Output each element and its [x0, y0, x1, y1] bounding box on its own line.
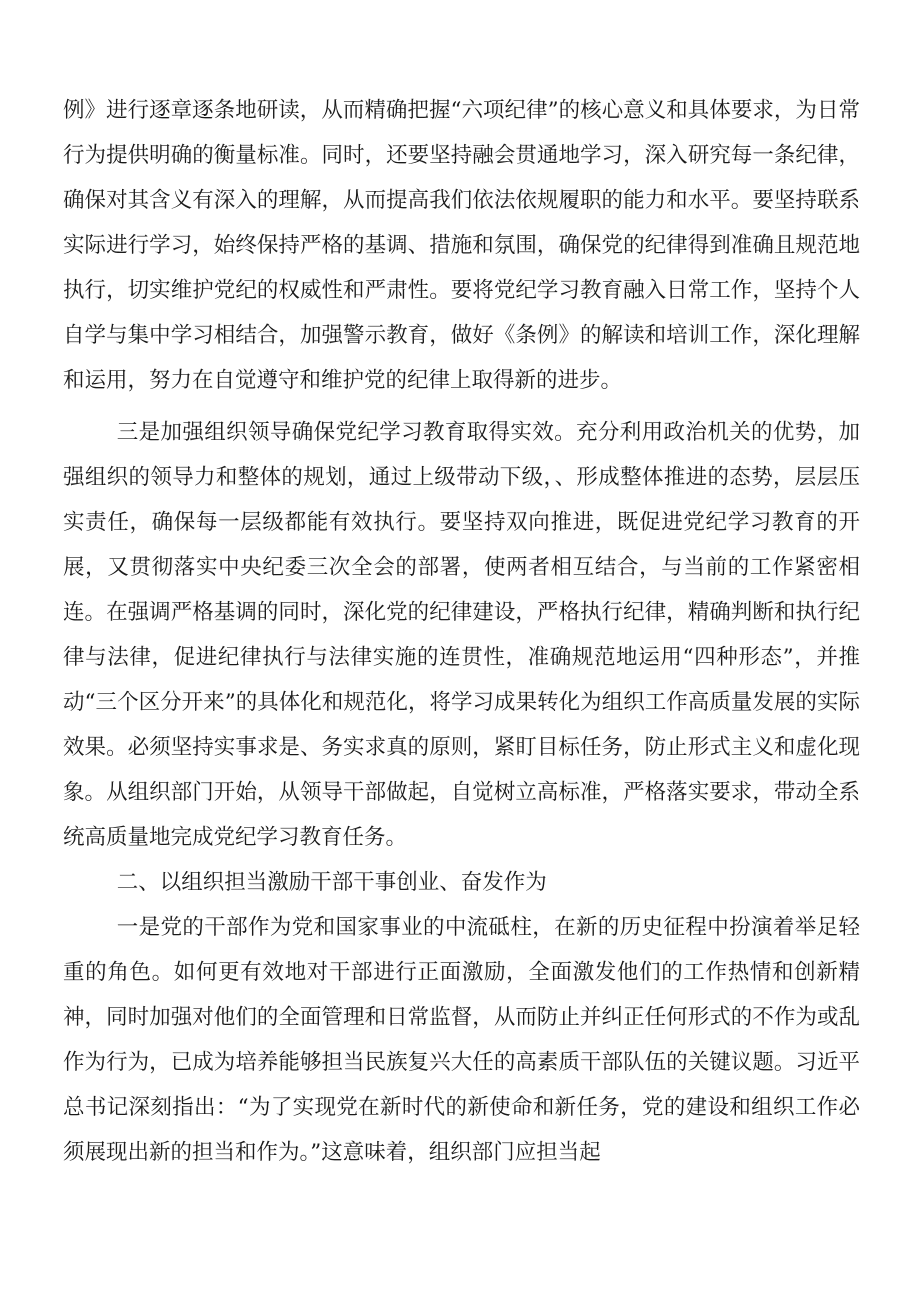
paragraph-point-one: 一是党的干部作为党和国家事业的中流砥柱，在新的历史征程中扮演着举足轻重的角色。如何更有效地对干部进行正面激励，全面激发他们的工作热情和创新精神，同时加强对他们的全面管理和日常监督，从而防止并纠正任何形式的不作为或乱作为行为，已成为培养能够担当民族复兴大任的高素质干部队伍的关键议题。习近平总书记深刻指出：“为了实现党在新时代的新使命和新任务，党的建设和组织工作必须展现出新的担当和作为。”这意味着，组织部门应担当起	[63, 915, 860, 1165]
paragraph-gap	[63, 403, 860, 410]
document-body	[63, 88, 860, 1175]
paragraph-point-three: 三是加强组织领导确保党纪学习教育取得实效。充分利用政治机关的优势，加强组织的领导力和整体的规划，通过上级带动下级，、形成整体推进的态势，层层压实责任，确保每一层级都能有效执行。要坚持双向推进，既促进党纪学习教育的开展，又贯彻落实中央纪委三次全会的部署，使两者相互结合，与当前的工作紧密相连。在强调严格基调的同时，深化党的纪律建设，严格执行纪律，精确判断和执行纪律与法律，促进纪律执行与法律实施的连贯性，准确规范地运用“四种形态”，并推动“三个区分开来”的具体化和规范化，将学习成果转化为组织工作高质量发展的实际效果。必须坚持实事求是、务实求真的原则，紧盯目标任务，防止形式主义和虚化现象。从组织部门开始，从领导干部做起，自觉树立高标准，严格落实要求，带动全系统高质量地完成党纪学习教育任务。	[63, 420, 860, 850]
paragraph-continued: 例》进行逐章逐条地研读，从而精确把握“六项纪律”的核心意义和具体要求，为日常行为提供明确的衡量标准。同时，还要坚持融会贯通地学习，深入研究每一条纪律，确保对其含义有深入的理解，从而提高我们依法依规履职的能力和水平。要坚持联系实际进行学习，始终保持严格的基调、措施和氛围，确保党的纪律得到准确且规范地执行，切实维护党纪的权威性和严肃性。要将党纪学习教育融入日常工作，坚持个人自学与集中学习相结合，加强警示教育，做好《条例》的解读和培训工作，深化理解和运用，努力在自觉遵守和维护党的纪律上取得新的进步。	[63, 98, 860, 393]
section-heading-two: 二、以组织担当激励干部干事创业、奋发作为	[116, 870, 547, 895]
